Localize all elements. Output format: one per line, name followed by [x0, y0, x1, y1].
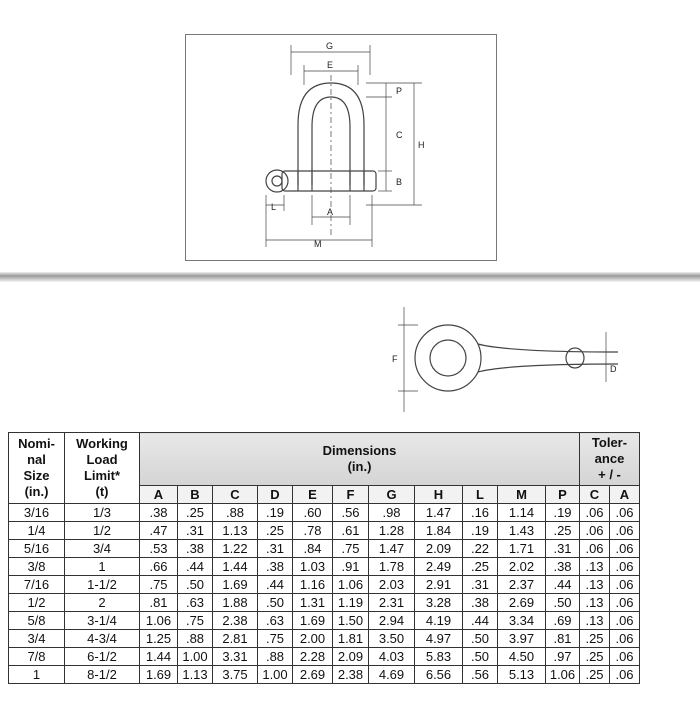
- table-cell: 4.19: [415, 612, 463, 630]
- table-cell: .31: [546, 540, 580, 558]
- section-divider: [0, 272, 700, 282]
- table-cell: 2.49: [415, 558, 463, 576]
- table-cell: 3/4: [65, 540, 140, 558]
- table-cell: .16: [463, 504, 498, 522]
- table-cell: .56: [333, 504, 369, 522]
- table-cell: 1.06: [546, 666, 580, 684]
- table-cell: 2.94: [369, 612, 415, 630]
- table-cell: 5/8: [9, 612, 65, 630]
- table-cell: 7/8: [9, 648, 65, 666]
- column-header-c: C: [213, 486, 258, 504]
- table-cell: .06: [610, 648, 640, 666]
- table-cell: 2.09: [333, 648, 369, 666]
- table-cell: .88: [258, 648, 293, 666]
- table-cell: .06: [610, 630, 640, 648]
- column-header-f: F: [333, 486, 369, 504]
- table-cell: .61: [333, 522, 369, 540]
- table-cell: .84: [293, 540, 333, 558]
- table-cell: .91: [333, 558, 369, 576]
- table-cell: 3/16: [9, 504, 65, 522]
- table-cell: .50: [546, 594, 580, 612]
- header-working-load-line3: Limit*: [83, 468, 121, 483]
- shackle-drawing: [186, 35, 496, 260]
- table-cell: 4.50: [498, 648, 546, 666]
- table-cell: .06: [610, 540, 640, 558]
- table-cell: .06: [610, 576, 640, 594]
- header-dimensions-line2: (in.): [347, 459, 372, 474]
- table-cell: 1: [9, 666, 65, 684]
- table-cell: 1.78: [369, 558, 415, 576]
- table-cell: 2.28: [293, 648, 333, 666]
- column-header-e: E: [293, 486, 333, 504]
- header-dimensions: [140, 433, 580, 486]
- table-cell: .13: [580, 594, 610, 612]
- header-nominal-size-line3: Size: [23, 468, 50, 483]
- table-cell: .22: [463, 540, 498, 558]
- table-cell: .31: [178, 522, 213, 540]
- table-cell: 1.19: [333, 594, 369, 612]
- table-cell: .56: [463, 666, 498, 684]
- header-working-load-line1: Working: [76, 436, 128, 451]
- table-cell: 3.75: [213, 666, 258, 684]
- label-p: P: [396, 86, 403, 96]
- table-cell: .19: [463, 522, 498, 540]
- label-l: L: [271, 202, 277, 212]
- table-row: [9, 504, 640, 522]
- table-cell: .81: [546, 630, 580, 648]
- table-cell: .44: [546, 576, 580, 594]
- table-cell: 1: [65, 558, 140, 576]
- table-row: [9, 558, 640, 576]
- tolerance-column-header-c: C: [580, 486, 610, 504]
- column-header-d: D: [258, 486, 293, 504]
- table-cell: 1.28: [369, 522, 415, 540]
- table-cell: 1.84: [415, 522, 463, 540]
- table-cell: .06: [580, 540, 610, 558]
- header-tolerance-line2: ance: [594, 451, 625, 466]
- column-header-a: A: [140, 486, 178, 504]
- column-header-b: B: [178, 486, 213, 504]
- table-cell: 4.97: [415, 630, 463, 648]
- header-working-load-line4: (t): [95, 484, 109, 499]
- table-cell: .38: [546, 558, 580, 576]
- table-cell: .06: [610, 504, 640, 522]
- table-cell: 1.81: [333, 630, 369, 648]
- table-cell: 2.09: [415, 540, 463, 558]
- table-cell: 1.14: [498, 504, 546, 522]
- pin-diagram: [378, 302, 628, 422]
- table-cell: .25: [463, 558, 498, 576]
- table-cell: 1.43: [498, 522, 546, 540]
- label-e: E: [327, 60, 334, 70]
- table-cell: 1-1/2: [65, 576, 140, 594]
- table-cell: 1.25: [140, 630, 178, 648]
- table-body: [9, 504, 640, 684]
- table-cell: 3.34: [498, 612, 546, 630]
- table-cell: .13: [580, 612, 610, 630]
- table-cell: .25: [546, 522, 580, 540]
- table-cell: 1.69: [213, 576, 258, 594]
- table-cell: 1.69: [293, 612, 333, 630]
- table-cell: .25: [580, 648, 610, 666]
- column-header-l: L: [463, 486, 498, 504]
- label-g: G: [326, 41, 334, 51]
- header-tolerance-line3: + / -: [598, 467, 621, 482]
- table-cell: 2.00: [293, 630, 333, 648]
- table-cell: 6-1/2: [65, 648, 140, 666]
- table-cell: .63: [258, 612, 293, 630]
- table-cell: .31: [258, 540, 293, 558]
- table-row: [9, 648, 640, 666]
- header-working-load-line2: Load: [86, 452, 118, 467]
- table-cell: .31: [463, 576, 498, 594]
- label-b: B: [396, 177, 403, 187]
- table-cell: 1.88: [213, 594, 258, 612]
- table-cell: .44: [178, 558, 213, 576]
- table-cell: .06: [610, 612, 640, 630]
- label-f: F: [392, 354, 398, 364]
- table-cell: .88: [213, 504, 258, 522]
- table-cell: .06: [610, 558, 640, 576]
- table-cell: 3.50: [369, 630, 415, 648]
- table-cell: .88: [178, 630, 213, 648]
- table-cell: 1.13: [213, 522, 258, 540]
- table-cell: 5.83: [415, 648, 463, 666]
- tolerance-column-header-a: A: [610, 486, 640, 504]
- table-cell: 1/2: [65, 522, 140, 540]
- table-cell: 1.44: [140, 648, 178, 666]
- column-header-h: H: [415, 486, 463, 504]
- table-cell: 2.02: [498, 558, 546, 576]
- table-cell: 3/4: [9, 630, 65, 648]
- table-cell: 2.03: [369, 576, 415, 594]
- table-row: [9, 666, 640, 684]
- table-cell: .19: [258, 504, 293, 522]
- table-cell: 7/16: [9, 576, 65, 594]
- table-cell: 1.47: [369, 540, 415, 558]
- table-cell: 1.00: [258, 666, 293, 684]
- table-cell: 2.81: [213, 630, 258, 648]
- table-cell: 3.28: [415, 594, 463, 612]
- table-cell: .25: [178, 504, 213, 522]
- table-row: [9, 594, 640, 612]
- table-cell: .13: [580, 576, 610, 594]
- header-tolerance-line1: Toler-: [591, 435, 628, 450]
- table-cell: .98: [369, 504, 415, 522]
- table-cell: 8-1/2: [65, 666, 140, 684]
- table-cell: 3.31: [213, 648, 258, 666]
- table-cell: .25: [580, 666, 610, 684]
- table-cell: 1.31: [293, 594, 333, 612]
- table-cell: 2.69: [293, 666, 333, 684]
- table-cell: .75: [258, 630, 293, 648]
- table-cell: .06: [610, 666, 640, 684]
- table-cell: .69: [546, 612, 580, 630]
- shackle-spec-table: [8, 432, 640, 684]
- table-cell: .38: [140, 504, 178, 522]
- header-tolerance: [580, 433, 640, 486]
- column-header-g: G: [369, 486, 415, 504]
- table-cell: 1.13: [178, 666, 213, 684]
- table-cell: .44: [258, 576, 293, 594]
- table-cell: .50: [463, 648, 498, 666]
- table-cell: .50: [463, 630, 498, 648]
- table-cell: .81: [140, 594, 178, 612]
- table-cell: .25: [580, 630, 610, 648]
- table-cell: .63: [178, 594, 213, 612]
- table-cell: 1/3: [65, 504, 140, 522]
- header-dimensions-line1: Dimensions: [322, 443, 397, 458]
- table-cell: 4-3/4: [65, 630, 140, 648]
- table-cell: 2: [65, 594, 140, 612]
- table-cell: .38: [178, 540, 213, 558]
- table-cell: 1.16: [293, 576, 333, 594]
- table-cell: 2.38: [333, 666, 369, 684]
- table-cell: 1.69: [140, 666, 178, 684]
- table-cell: 4.03: [369, 648, 415, 666]
- table-cell: 1.47: [415, 504, 463, 522]
- table-cell: .75: [333, 540, 369, 558]
- table-cell: 3-1/4: [65, 612, 140, 630]
- table-cell: 1.50: [333, 612, 369, 630]
- table-cell: .25: [258, 522, 293, 540]
- table-cell: 2.31: [369, 594, 415, 612]
- table-cell: .97: [546, 648, 580, 666]
- column-header-p: P: [546, 486, 580, 504]
- table-cell: .44: [463, 612, 498, 630]
- table-cell: .06: [610, 522, 640, 540]
- table-cell: 1.03: [293, 558, 333, 576]
- table-cell: .78: [293, 522, 333, 540]
- header-nominal-size-line1: Nomi-: [18, 436, 55, 451]
- label-c: C: [396, 130, 403, 140]
- table-cell: 1.06: [140, 612, 178, 630]
- label-d: D: [610, 364, 617, 374]
- table-cell: 6.56: [415, 666, 463, 684]
- table-cell: .50: [258, 594, 293, 612]
- table-cell: 1.44: [213, 558, 258, 576]
- table-cell: .38: [463, 594, 498, 612]
- table-cell: 1.71: [498, 540, 546, 558]
- table-cell: 1.00: [178, 648, 213, 666]
- table-cell: 5.13: [498, 666, 546, 684]
- table-cell: .06: [610, 594, 640, 612]
- table-cell: .06: [580, 504, 610, 522]
- table-cell: 3/8: [9, 558, 65, 576]
- table-row: [9, 630, 640, 648]
- table-cell: .75: [178, 612, 213, 630]
- table-cell: .50: [178, 576, 213, 594]
- table-cell: .19: [546, 504, 580, 522]
- table-cell: .06: [580, 522, 610, 540]
- table-cell: .38: [258, 558, 293, 576]
- shackle-diagram: [185, 34, 497, 261]
- table-cell: 5/16: [9, 540, 65, 558]
- table-cell: .13: [580, 558, 610, 576]
- header-nominal-size-line2: nal: [27, 452, 46, 467]
- table-cell: 1/2: [9, 594, 65, 612]
- table-cell: .53: [140, 540, 178, 558]
- table-row: [9, 540, 640, 558]
- header-working-load: [65, 433, 140, 504]
- table-cell: 2.37: [498, 576, 546, 594]
- table-row: [9, 522, 640, 540]
- label-h: H: [418, 140, 425, 150]
- label-a: A: [327, 207, 334, 217]
- table-cell: 3.97: [498, 630, 546, 648]
- header-nominal-size-line4: (in.): [24, 484, 49, 499]
- table-row: [9, 612, 640, 630]
- table-cell: 1.06: [333, 576, 369, 594]
- table-cell: 2.69: [498, 594, 546, 612]
- header-nominal-size: [9, 433, 65, 504]
- label-m: M: [314, 239, 322, 249]
- table-cell: 1.22: [213, 540, 258, 558]
- table-row: [9, 576, 640, 594]
- table-cell: 2.91: [415, 576, 463, 594]
- column-header-m: M: [498, 486, 546, 504]
- table-cell: 1/4: [9, 522, 65, 540]
- table-cell: 4.69: [369, 666, 415, 684]
- table-cell: 2.38: [213, 612, 258, 630]
- table-cell: .47: [140, 522, 178, 540]
- table-cell: .60: [293, 504, 333, 522]
- table-cell: .75: [140, 576, 178, 594]
- table-cell: .66: [140, 558, 178, 576]
